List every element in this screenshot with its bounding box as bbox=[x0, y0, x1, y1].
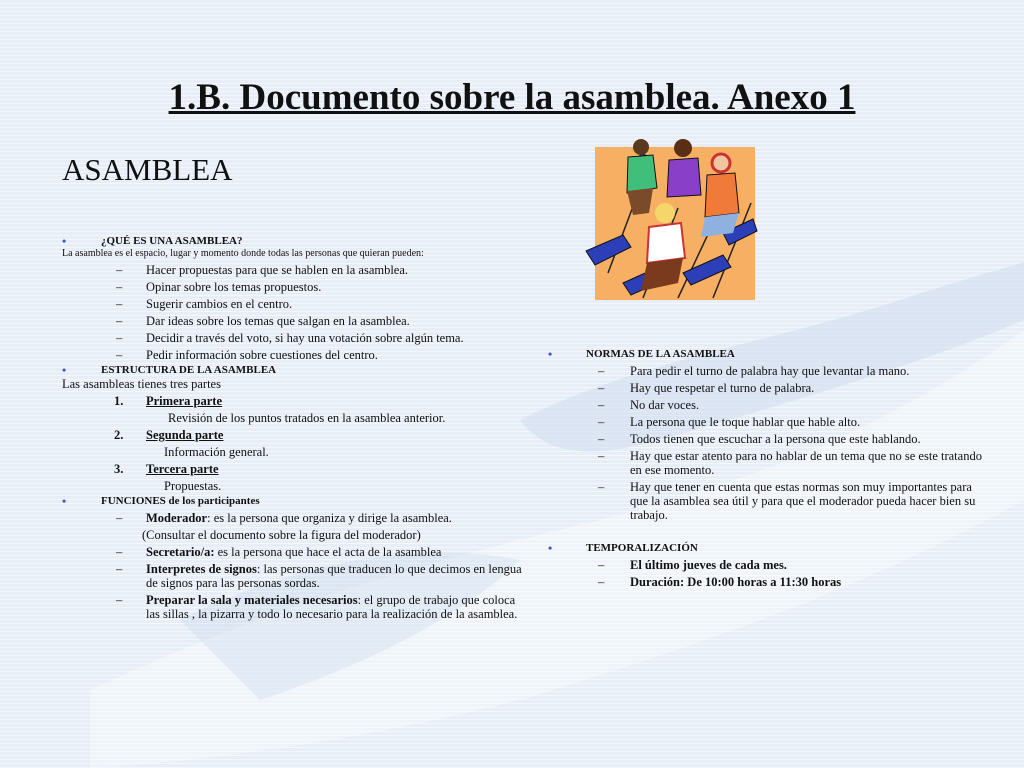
students-in-chairs-illustration bbox=[583, 133, 758, 303]
section-estructura-heading: • ESTRUCTURA DE LA ASAMBLEA bbox=[62, 363, 532, 377]
section-title: ASAMBLEA bbox=[62, 152, 233, 187]
page-title: 1.B. Documento sobre la asamblea. Anexo 1 bbox=[168, 77, 856, 118]
list-item: – El último jueves de cada mes. bbox=[598, 558, 787, 572]
list-item: – La persona que le toque hablar que hable alto. bbox=[598, 415, 861, 429]
part-item: 2. Segunda parte bbox=[114, 428, 224, 442]
list-item: – Duración: De 10:00 horas a 11:30 horas bbox=[598, 575, 842, 589]
section-que-es-heading: • ¿QUÉ ES UNA ASAMBLEA? bbox=[62, 234, 532, 248]
list-item: – Moderador: es la persona que organiza y dirige la asamblea. bbox=[116, 511, 452, 525]
list-item: – Hay que estar atento para no hablar de un tema que no se este tratando en ese momento. bbox=[598, 449, 982, 477]
left-column bbox=[62, 233, 532, 621]
list-item: – Dar ideas sobre los temas que salgan en la asamblea. bbox=[116, 314, 410, 328]
list-item: – Pedir información sobre cuestiones del centro. bbox=[116, 348, 378, 362]
list-item: – Preparar la sala y materiales necesarios: el grupo de trabajo que coloca las sillas , la pizarra y todo lo necesario para la realización de la asamblea. bbox=[116, 593, 518, 621]
list-item: – Secretario/a: es la persona que hace el acta de la asamblea bbox=[116, 545, 442, 559]
estructura-intro: Las asambleas tienes tres partes bbox=[62, 377, 221, 391]
section-funciones-heading: • FUNCIONES de los participantes bbox=[62, 494, 532, 508]
list-item: – Todos tienen que escuchar a la persona que este hablando. bbox=[598, 432, 921, 446]
list-item: – Interpretes de signos: las personas que traducen lo que decimos en lengua de signos para las personas sordas. bbox=[116, 562, 522, 590]
moderador-note: (Consultar el documento sobre la figura del moderador) bbox=[142, 528, 421, 542]
list-item: – Decidir a través del voto, si hay una votación sobre algún tema. bbox=[116, 331, 464, 345]
list-item: – Hay que respetar el turno de palabra. bbox=[598, 381, 815, 395]
part-item: 1. Primera parte bbox=[114, 394, 223, 408]
section-normas-heading: • NORMAS DE LA ASAMBLEA bbox=[548, 347, 988, 361]
list-item: – Para pedir el turno de palabra hay que levantar la mano. bbox=[598, 364, 910, 378]
part-description: Propuestas. bbox=[164, 479, 222, 493]
list-item: – No dar voces. bbox=[598, 398, 700, 412]
right-column bbox=[548, 346, 988, 589]
part-item: 3. Tercera parte bbox=[114, 462, 219, 476]
list-item: – Sugerir cambios en el centro. bbox=[116, 297, 293, 311]
list-item: – Hacer propuestas para que se hablen en la asamblea. bbox=[116, 263, 409, 277]
section-temporalizacion-heading: • TEMPORALIZACIÓN bbox=[548, 541, 988, 555]
list-item: – Hay que tener en cuenta que estas normas son muy importantes para que la asamblea sea útil y para que el moderador pueda hacer bien su trabajo. bbox=[598, 480, 976, 522]
part-description: Información general. bbox=[164, 445, 269, 459]
asamblea-definition: La asamblea es el espacio, lugar y momento donde todas las personas que quieran pueden: bbox=[62, 248, 424, 259]
list-item: – Opinar sobre los temas propuestos. bbox=[116, 280, 322, 294]
part-description: Revisión de los puntos tratados en la asamblea anterior. bbox=[168, 411, 446, 425]
